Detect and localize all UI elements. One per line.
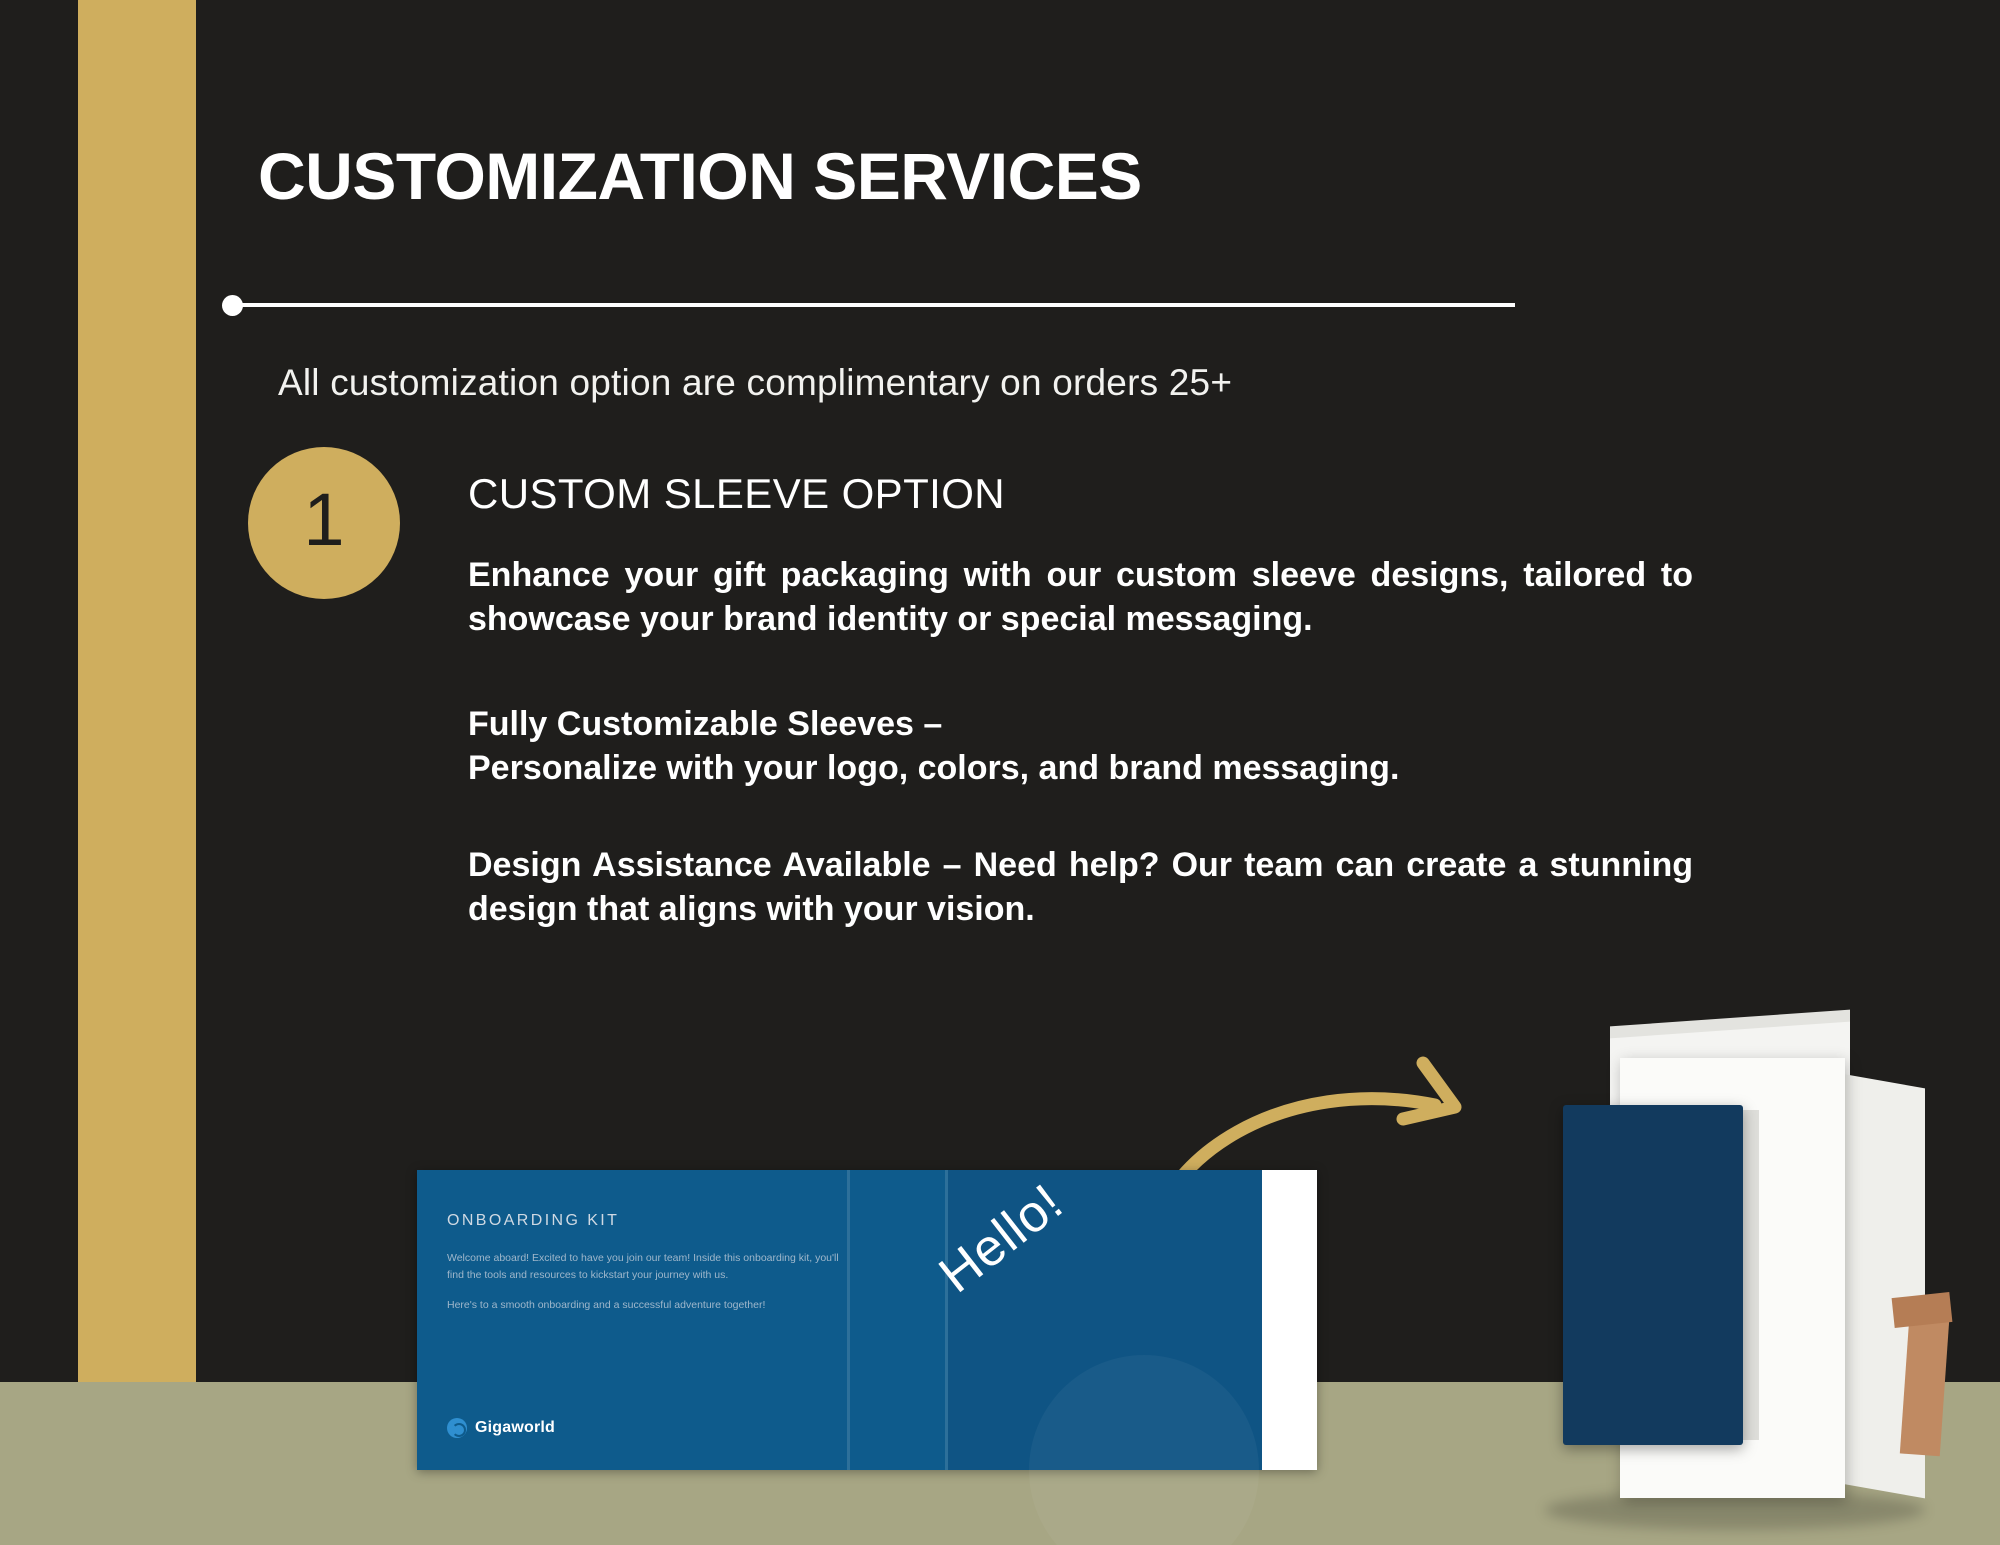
spacer — [468, 641, 1693, 703]
step-content-block — [468, 470, 1693, 931]
spacer-2 — [468, 790, 1693, 844]
sleeve-fold-line-1 — [847, 1170, 850, 1470]
box-navy-sleeve — [1563, 1105, 1743, 1445]
gold-accent-bar — [78, 0, 196, 1382]
divider-line — [240, 303, 1515, 307]
page-title: CUSTOMIZATION SERVICES — [258, 139, 1142, 213]
sleeve-kit-body-line-1: Welcome aboard! Excited to have you join our team! Inside this onboarding kit, you'll find the tools and resources to kickstart your journey with us. — [447, 1252, 839, 1282]
intro-text: All customization option are complimentary on orders 25+ — [278, 362, 1233, 403]
sleeve-brand-logo — [447, 1418, 555, 1438]
feature-two: Design Assistance Available – Need help? Our team can create a stunning design that aligns with your vision. — [468, 846, 1693, 928]
feature-one-body: Personalize with your logo, colors, and brand messaging. — [468, 748, 1400, 787]
sleeve-mockup — [417, 1170, 1317, 1470]
feature-one-title: Fully Customizable Sleeves – — [468, 705, 943, 744]
left-edge-strip — [0, 0, 78, 1382]
sleeve-front-panel — [417, 1170, 1262, 1470]
gift-box-mockup — [1505, 1010, 2000, 1545]
divider-rule — [222, 293, 1502, 317]
step-number-label: 1 — [303, 478, 345, 561]
sleeve-logo-text: Gigaworld — [475, 1419, 556, 1436]
sleeve-kit-title: ONBOARDING KIT — [447, 1212, 620, 1229]
globe-icon — [447, 1418, 467, 1438]
divider-dot — [222, 295, 243, 316]
box-ribbon-knot — [1892, 1292, 1953, 1328]
sleeve-kit-body — [447, 1250, 847, 1326]
sleeve-kit-body-line-2: Here's to a smooth onboarding and a successful adventure together! — [447, 1298, 766, 1311]
step-heading: CUSTOM SLEEVE OPTION — [468, 470, 1005, 517]
sleeve-fold-line-2 — [945, 1170, 948, 1470]
step-paragraph: Enhance your gift packaging with our custom sleeve designs, tailored to showcase your brand identity or special messaging. — [468, 556, 1693, 638]
step-number-badge — [248, 447, 400, 599]
sleeve-hello-text: Hello! — [928, 1172, 1074, 1305]
